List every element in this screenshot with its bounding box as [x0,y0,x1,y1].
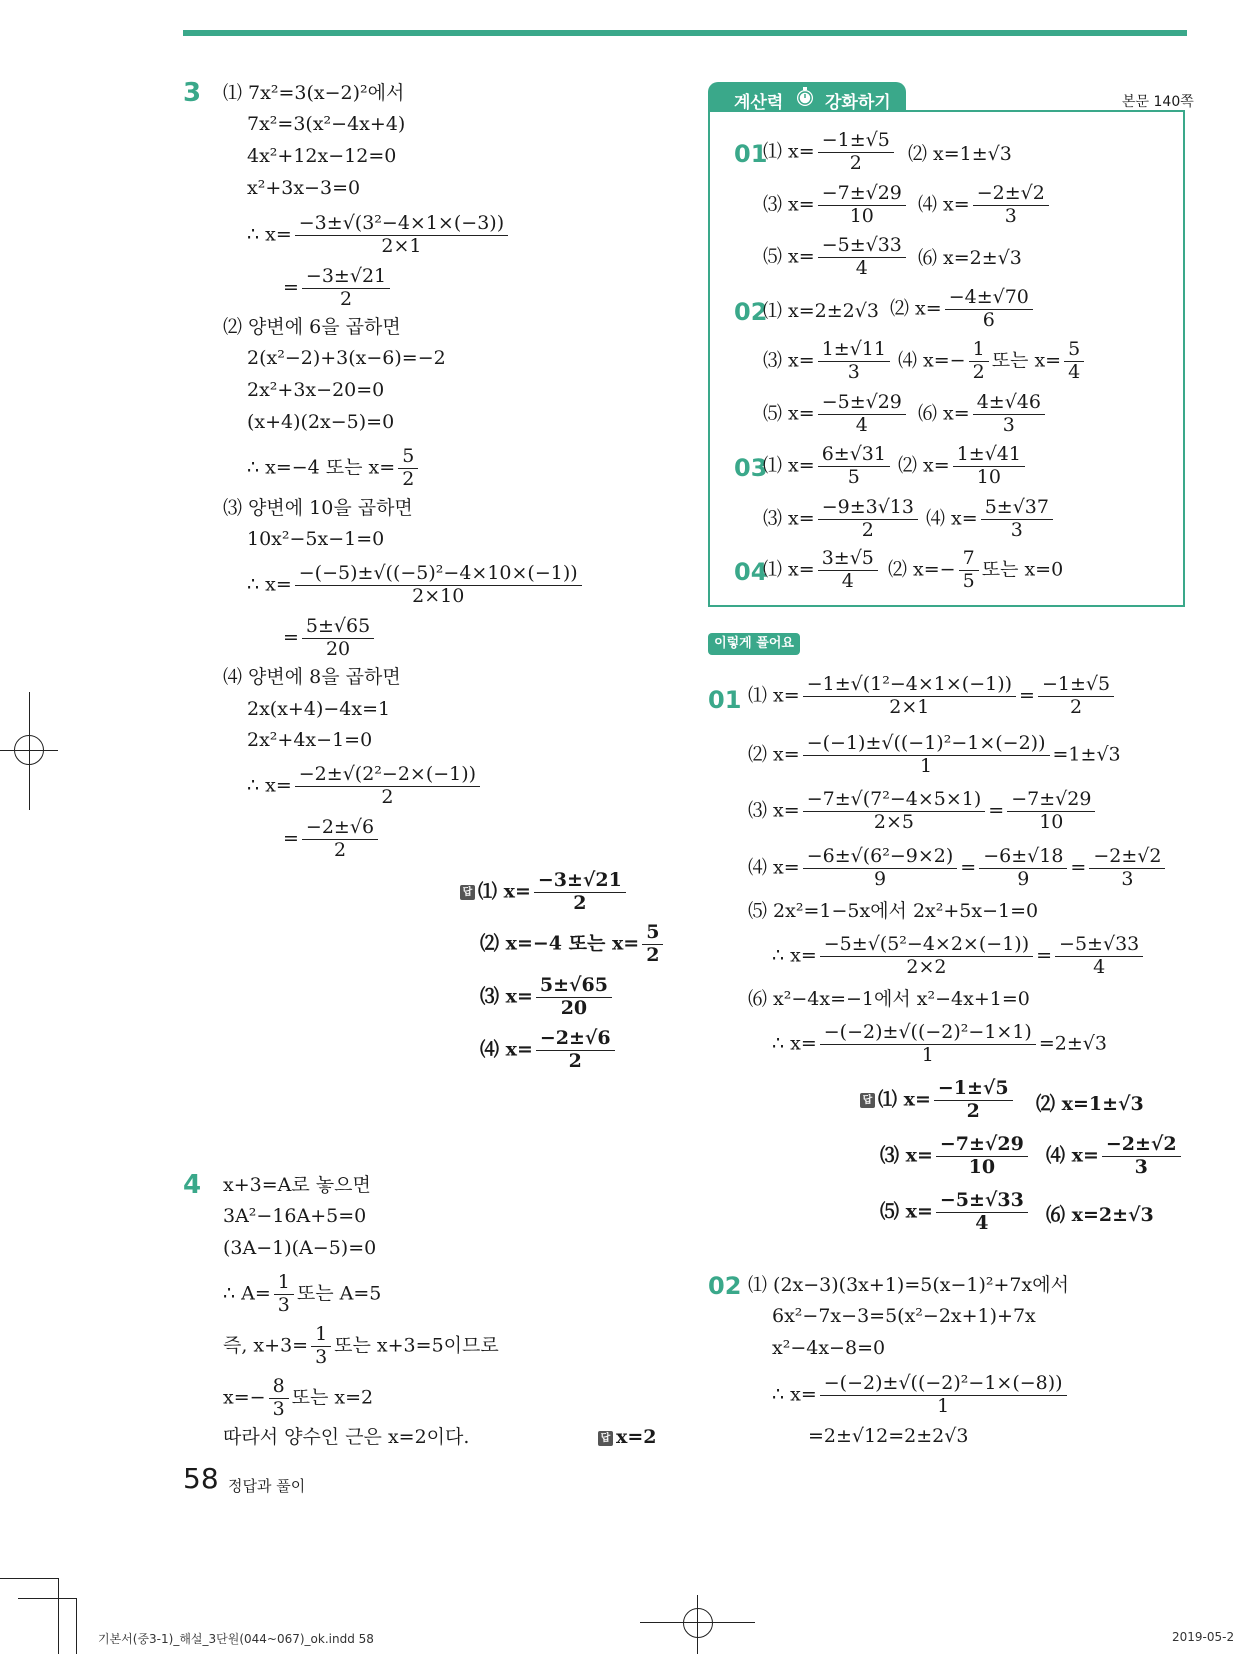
box-item: ⑷ x= $\frac{-2\pm√2}{3}$ [918,183,1052,228]
box-item: ⑸ x= $\frac{-5\pm√33}{4}$ [763,235,909,280]
box-item: ⑷ x=− $\frac{1}{2}$ 또는 x= $\frac{5}{4}$ [898,339,1087,384]
solution-line: ⑸ 2x²=1−5x에서 2x²+5x−1=0 [748,900,1039,922]
box-item: ⑷ x= $\frac{5\pm√37}{3}$ [926,497,1056,542]
box-number-02: 02 [734,298,768,326]
solution-line: ∴ x= $\frac{\text{−(−2)±√((−2)²−1×1)}}{1}$ =2±√3 [772,1021,1107,1066]
solution-line: ⑶ x= $\frac{\text{−7±√(7²−4×5×1)}}{2\times 5}$ = $\frac{-7\pm√29}{10}$ [748,789,1098,834]
p3-line: = $\frac{-3\pm√21}{2}$ [283,266,393,311]
p3-answer: ⑵ x=−4 또는 x= $\frac{5}{2}$ [480,922,666,967]
answer-icon: 답 [460,885,475,900]
file-slug: 기본서(중3-1)_해설_3단원(044~067)_ok.indd 58 [98,1632,374,1646]
p3-line: 4x²+12x−12=0 [247,145,397,167]
solution-answer: ⑹ x=2±√3 [1046,1204,1154,1226]
answer-icon: 답 [860,1093,875,1108]
box-item: ⑸ x= $\frac{-5\pm√29}{4}$ [763,392,909,437]
crop-mark-h [0,1578,58,1579]
solution-answer: ⑵ x=1±√3 [1036,1093,1144,1115]
box-item: ⑶ x= $\frac{-7\pm√29}{10}$ [763,183,909,228]
p3-line: = $\frac{-2\pm√6}{2}$ [283,817,381,862]
solution-line: ⑴ (2x−3)(3x+1)=5(x−1)²+7x에서 [748,1274,1069,1296]
box-item: ⑵ x= $\frac{1\pm√41}{10}$ [898,444,1028,489]
box-item: ⑴ x= $\frac{3\pm√5}{4}$ [763,548,881,593]
problem-number-3: 3 [183,78,202,108]
print-date: 2019-05-2 [1172,1630,1235,1644]
box-item: ⑵ x= $\frac{-4\pm√70}{6}$ [890,287,1036,332]
page-label: 정답과 풀이 [228,1477,306,1495]
p4-line: 즉, x+3= $\frac{1}{3}$ 또는 x+3=5이므로 [223,1323,499,1368]
solution-answer: ⑷ x= $\frac{-2\pm√2}{3}$ [1046,1134,1184,1179]
box-item: ⑴ x= $\frac{6\pm√31}{5}$ [763,444,893,489]
reg-mark-circle-left [14,735,44,765]
p3-line: (x+4)(2x−5)=0 [247,411,395,433]
p3-line: x²+3x−3=0 [247,177,361,199]
box-number-04: 04 [734,558,768,586]
p3-answer: ⑶ x= $\frac{5\pm√65}{20}$ [480,975,615,1020]
p4-line: ∴ A= $\frac{1}{3}$ 또는 A=5 [223,1271,382,1316]
solution-line: ∴ x= $\frac{\text{−(−2)±√((−2)²−1×(−8))}}{1}$ [772,1373,1070,1418]
box-item: ⑶ x= $\frac{-9\pm 3√13}{2}$ [763,497,921,542]
p3-answer: ⑷ x= $\frac{-2\pm√6}{2}$ [480,1028,618,1073]
p4-line: (3A−1)(A−5)=0 [223,1237,377,1259]
p3-line: 2x²+3x−20=0 [247,379,385,401]
p3-line: 2x(x+4)−4x=1 [247,698,391,720]
p3-line: ⑴ 7x²=3(x−2)²에서 [223,82,405,104]
p4-line: x+3=A로 놓으면 [223,1174,371,1196]
solution-line: ⑷ x= $\frac{\text{−6±√(6²−9×2)}}{9}$ = $\frac{-6\pm√18}{9}$ = $\frac{-2\pm√2}{3}$ [748,846,1168,891]
box-item: ⑴ x=2±2√3 [763,300,879,322]
textbook-ref: 본문 140쪽 [1122,94,1194,110]
solution-line: x²−4x−8=0 [772,1337,886,1359]
p3-line: ∴ x=−4 또는 x= $\frac{5}{2}$ [247,446,421,491]
solutions-tab: 이렇게 풀어요 [708,633,800,655]
box-item: ⑶ x= $\frac{1\pm√11}{3}$ [763,339,893,384]
header-rule [183,30,1187,36]
p3-line: 2(x²−2)+3(x−6)=−2 [247,347,446,369]
solution-line: ⑴ x= $\frac{\text{−1±√(1²−4×1×(−1))}}{2\times 1}$ = $\frac{-1\pm√5}{2}$ [748,674,1117,719]
calc-title: 계산력 [734,93,784,113]
answer-icon: 답 [598,1431,613,1446]
solution-line: =2±√12=2±2√3 [808,1425,969,1447]
box-item: ⑴ x= $\frac{-1\pm√5}{2}$ [763,130,897,175]
box-item: ⑹ x=2±√3 [918,247,1022,269]
box-number-01: 01 [734,140,768,168]
calc-title-2: 강화하기 [825,93,891,113]
p3-line: 7x²=3(x²−4x+4) [247,113,406,135]
stopwatch-icon [794,86,816,108]
problem-number-4: 4 [183,1170,202,1200]
box-item: ⑵ x=− $\frac{7}{5}$ 또는 x=0 [888,547,1064,592]
box-number-03: 03 [734,454,768,482]
p3-line: = $\frac{5\pm√65}{20}$ [283,616,377,661]
p3-line: ⑷ 양변에 8을 곱하면 [223,666,401,688]
p4-line: 따라서 양수인 근은 x=2이다. [223,1426,470,1448]
solution-line: ⑹ x²−4x=−1에서 x²−4x+1=0 [748,988,1030,1010]
calc-section-tab [708,82,906,112]
p4-answer: 답 x=2 [598,1428,656,1447]
solution-line: ∴ x= $\frac{\text{−5±√(5²−4×2×(−1))}}{2\times 2}$ = $\frac{-5\pm√33}{4}$ [772,934,1146,979]
solution-number-01: 01 [708,686,742,714]
solution-answer: ⑸ x= $\frac{-5\pm√33}{4}$ [880,1190,1031,1235]
crop-mark-h2 [18,1598,76,1599]
solution-number-02: 02 [708,1272,742,1300]
box-item: ⑵ x=1±√3 [908,143,1012,165]
crop-mark-v2 [76,1598,77,1654]
p3-line: 2x²+4x−1=0 [247,729,373,751]
box-item: ⑹ x= $\frac{4\pm√46}{3}$ [918,392,1048,437]
p4-line: x=− $\frac{8}{3}$ 또는 x=2 [223,1375,374,1420]
solution-answer: 답 ⑴ x= $\frac{-1\pm√5}{2}$ [860,1078,1016,1123]
reg-mark-circle-bottom [683,1608,713,1638]
p3-line: ∴ x= $\frac{\text{−3±√(3²−4×1×(−3))}}{2\times 1}$ [247,213,511,258]
p3-line: ⑵ 양변에 6을 곱하면 [223,316,401,338]
p3-line: 10x²−5x−1=0 [247,528,385,550]
solution-line: 6x²−7x−3=5(x²−2x+1)+7x [772,1305,1036,1327]
page-number: 58 [183,1462,219,1495]
solution-line: ⑵ x= $\frac{\text{−(−1)±√((−1)²−1×(−2))}}{1}$ =1±√3 [748,732,1121,777]
crop-mark-v [58,1578,59,1654]
p3-answer: 답 ⑴ x= $\frac{-3\pm√21}{2}$ [460,870,629,915]
solution-answer: ⑶ x= $\frac{-7\pm√29}{10}$ [880,1134,1031,1179]
p4-line: 3A²−16A+5=0 [223,1205,367,1227]
p3-line: ∴ x= $\frac{\text{−2±√(2²−2×(−1))}}{2}$ [247,764,483,809]
p3-line: ⑶ 양변에 10을 곱하면 [223,497,413,519]
p3-line: ∴ x= $\frac{\text{−(−5)±√((−5)²−4×10×(−1))}}{2\times 10}$ [247,563,585,608]
